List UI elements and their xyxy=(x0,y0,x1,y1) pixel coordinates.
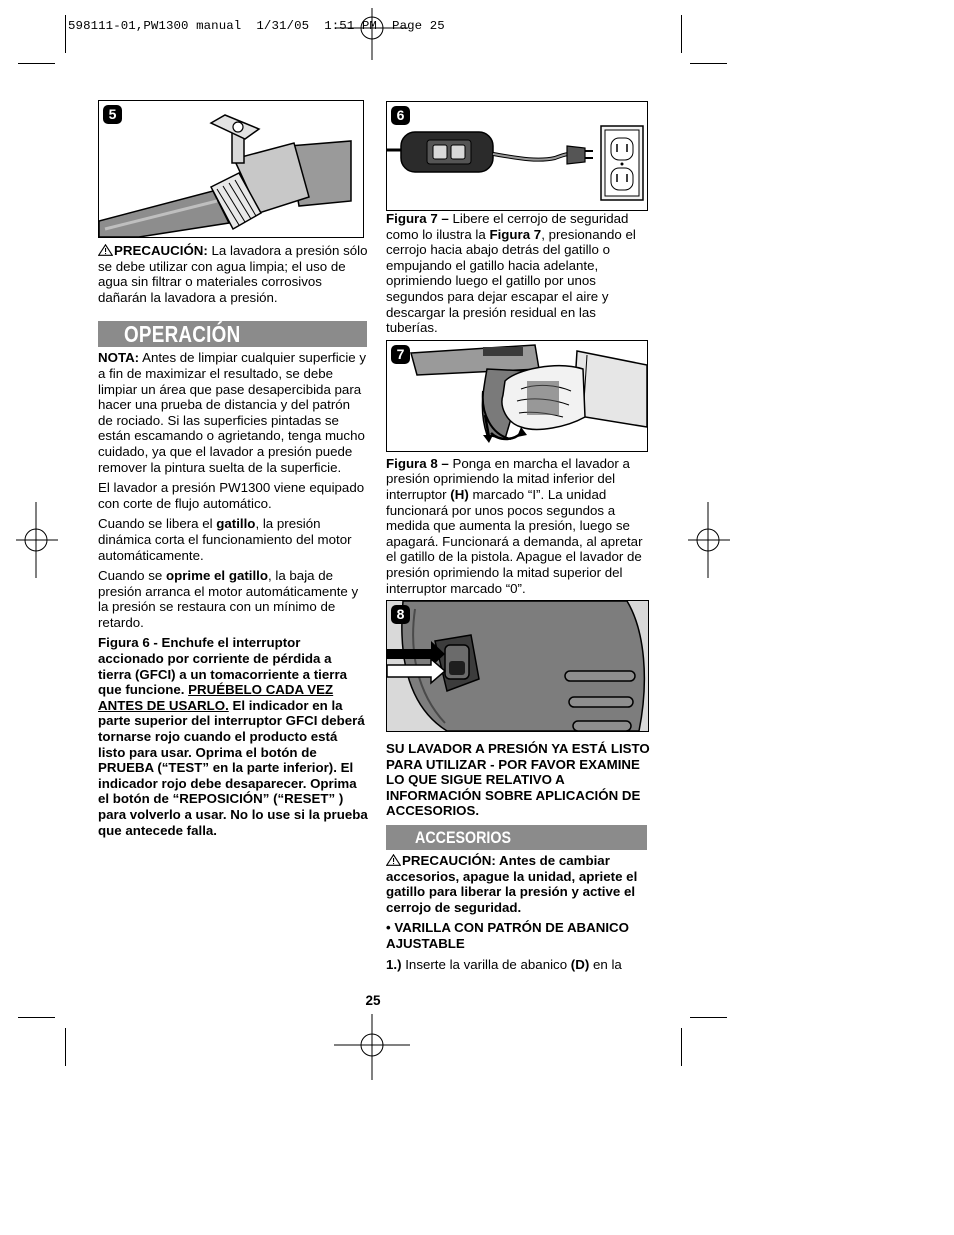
text-run: gatillo xyxy=(216,516,256,532)
text-run: , la baja de presión arranca el motor automáticamente y la presión se restaura con un mínimo de retardo. xyxy=(98,568,359,630)
right-column xyxy=(386,101,650,977)
figure-8 xyxy=(386,600,649,732)
text-run: Libere el cerrojo de seguridad como lo ilustra la xyxy=(386,211,629,242)
faucet-hose-illustration xyxy=(99,101,363,237)
figure-5-badge: 5 xyxy=(103,105,122,124)
section-title: OPERACIÓN xyxy=(124,321,241,348)
text-run: (H) xyxy=(450,486,469,502)
left-column xyxy=(98,100,368,843)
subsection-title: ACCESORIOS xyxy=(415,828,512,848)
step-1 xyxy=(386,957,650,973)
text-run: 1.) xyxy=(386,956,402,972)
text-run: oprime el gatillo xyxy=(166,568,268,584)
caution-label: PRECAUCIÓN: xyxy=(114,243,208,258)
caption-figura-8 xyxy=(386,456,650,596)
text-run: PRUÉBELO CADA VEZ ANTES DE USARLO. xyxy=(98,682,334,713)
figure-6 xyxy=(386,101,648,211)
registration-target-top xyxy=(332,0,412,62)
print-slug: 598111-01,PW1300 manual 1/31/05 1:51 PM Page 25 xyxy=(68,19,445,33)
caution-text: Antes de cambiar accesorios, apague la unidad, apriete el gatillo para liberar la presión y active el cerrojo de seguridad. xyxy=(386,853,638,915)
crop-mark xyxy=(681,1028,682,1066)
caption-figura-7 xyxy=(386,211,650,336)
ready-notice: SU LAVADOR A PRESIÓN YA ESTÁ LISTO PARA UTILIZAR - POR FAVOR EXAMINE LO QUE SIGUE RELATIVO A INFORMACIÓN SOBRE APLICACIÓN DE ACCESORIOS. xyxy=(386,741,650,819)
paragraph-press-trigger xyxy=(98,568,368,630)
paragraph-release-trigger xyxy=(98,516,368,563)
text-run: , presionando el cerrojo hacia abajo detrás del gatillo o empujando el gatillo hacia adelante, oprimiendo luego el gatillo por unos segundos para dejar escapar el aire y descargar la presión residual en las tuberías. xyxy=(386,226,636,336)
left-body xyxy=(98,350,368,838)
crop-mark xyxy=(65,15,66,53)
page-number-wrap xyxy=(0,993,954,1008)
crop-mark xyxy=(690,63,727,64)
figure-8-badge: 8 xyxy=(391,605,410,624)
gfci-reset-button xyxy=(451,145,465,159)
vent-slot xyxy=(565,671,635,681)
section-header-operacion xyxy=(98,321,367,347)
spray-gun-illustration xyxy=(387,341,647,451)
paragraph-figura-6 xyxy=(98,635,368,838)
text-run: El indicador en la parte superior del interruptor GFCI deberá tornarse rojo cuando el producto está listo para usar. Oprima el botón de PRUEBA (“TEST” en la parte inferior). El indicador rojo debe desaparecer. Oprima el botón de “REPOSICIÓN” (“RESET” ) para volverlo a usar. No lo use si la prueba que antecede falla. xyxy=(98,697,368,838)
crop-mark xyxy=(65,1028,66,1066)
power-plug xyxy=(567,146,585,164)
registration-target-right xyxy=(686,500,732,580)
caution-text: La lavadora a presión sólo se debe utilizar con agua limpia; el uso de agua sin filtrar o materiales corrosivos dañarán la lavadora a presión. xyxy=(98,243,368,305)
crop-mark xyxy=(18,1017,55,1018)
text-run: Figura 7 xyxy=(489,226,542,242)
text-run: en la xyxy=(589,956,622,972)
registration-target-left xyxy=(14,500,60,580)
figure-7 xyxy=(386,340,648,452)
text-run: Figura 7 – xyxy=(386,211,449,226)
grip-pad xyxy=(527,381,559,415)
text-run: Figura 8 – xyxy=(386,455,449,471)
receptacle-bottom xyxy=(611,168,633,190)
subsection-header-accesorios xyxy=(386,825,647,850)
figure-7-badge: 7 xyxy=(391,345,410,364)
crop-mark xyxy=(681,15,682,53)
bullet-fan-wand: • VARILLA CON PATRÓN DE ABANICO AJUSTABLE xyxy=(386,920,630,952)
crop-mark xyxy=(690,1017,727,1018)
text-run: NOTA: xyxy=(98,350,140,366)
figure-6-badge: 6 xyxy=(391,106,410,125)
receptacle-top xyxy=(611,138,633,160)
text-run: Cuando se libera el xyxy=(98,516,217,532)
registration-target-bottom xyxy=(332,1012,412,1082)
text-run: Inserte la varilla de abanico xyxy=(401,956,571,972)
paragraph-equipped xyxy=(98,480,368,511)
power-switch-illustration xyxy=(387,601,648,731)
page-number: 25 xyxy=(365,993,381,1008)
text-run: Ponga en marcha el lavador a presión oprimiendo la mitad inferior del interruptor xyxy=(386,455,630,502)
gfci-test-button xyxy=(433,145,447,159)
caution-label: PRECAUCIÓN: xyxy=(402,853,496,869)
warning-triangle-icon xyxy=(386,854,401,866)
text-run: Antes de limpiar cualquier superficie y a fin de maximizar el resultado, se debe limpiar un área que pase desapercibida para hacer una prueba de distancia y del patrón de rociado. Si las superficies pintadas se están escamando o agrietando, tenga mucho cuidado, ya que el lavador a presión puede remover la pintura suelta de la superficie. xyxy=(98,350,367,475)
figure-5 xyxy=(98,100,364,238)
text-run: El lavador a presión PW1300 viene equipado con corte de flujo automático. xyxy=(98,480,365,511)
text-run: marcado “I”. La unidad funcionará por unos pocos segundos a medida que aumenta la presión, luego se apagará. Funcionará a demanda, al apretar el gatillo de la pistola. Apague el lavador de presión oprimiendo la mitad superior del interruptor marcado “0”. xyxy=(386,486,643,596)
text-run: , la presión dinámica corta el funcionamiento del motor automáticamente. xyxy=(98,516,352,563)
vent-slot xyxy=(573,721,631,731)
gfci-outlet-illustration xyxy=(387,102,647,210)
caution-paragraph-2 xyxy=(386,853,650,915)
text-run: (D) xyxy=(570,956,590,972)
paragraph-nota xyxy=(98,350,368,475)
caution-paragraph-1 xyxy=(98,243,368,305)
warning-triangle-icon xyxy=(98,244,113,256)
vent-slot xyxy=(569,697,633,707)
text-run: Cuando se xyxy=(98,568,167,584)
crop-mark xyxy=(18,63,55,64)
text-run: Figura 6 - Enchufe el interruptor accionado por corriente de pérdida a tierra (GFCI) a un tomacorriente a tierra que funcione. xyxy=(98,635,348,698)
